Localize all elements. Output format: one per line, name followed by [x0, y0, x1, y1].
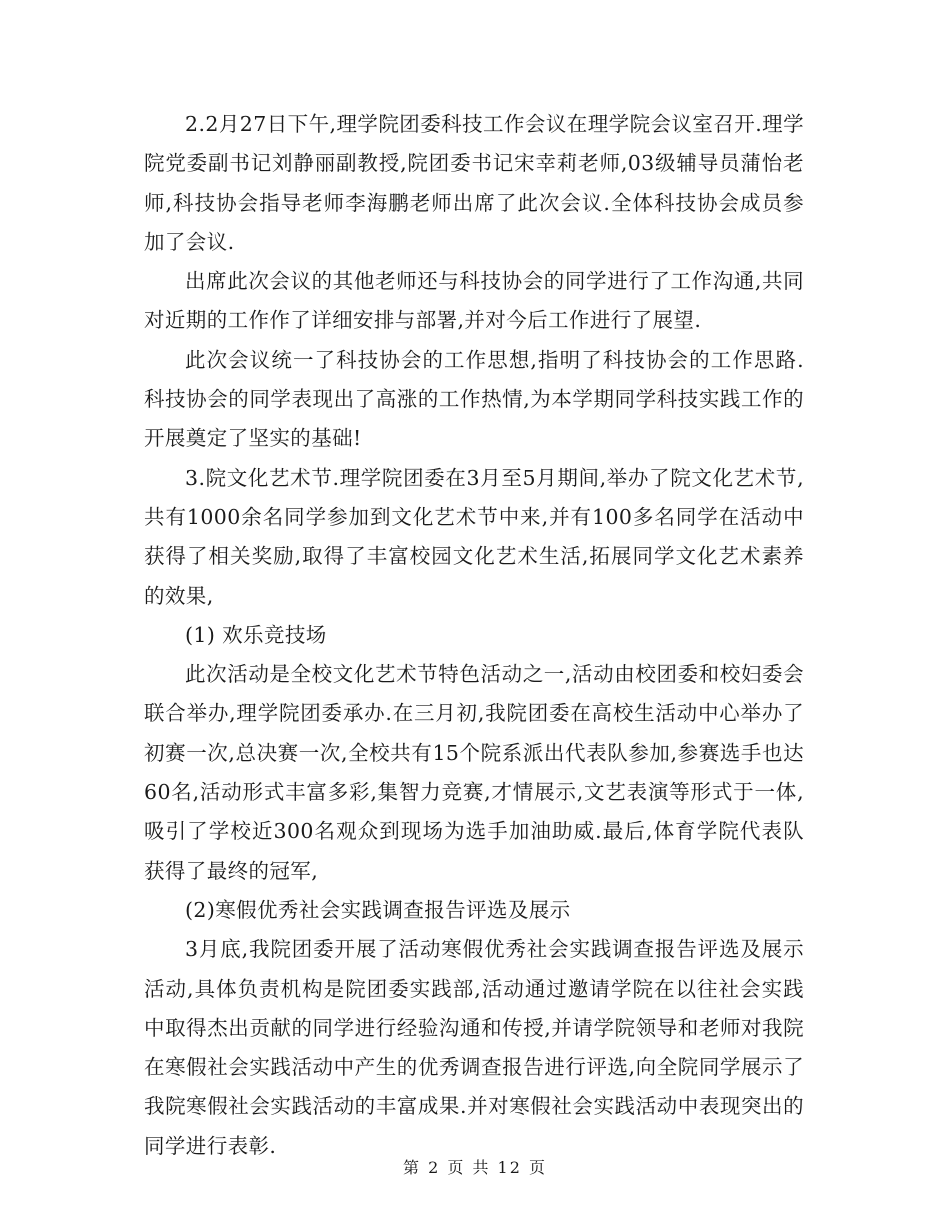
paragraph-winter-practice-details: 3月底,我院团委开展了活动寒假优秀社会实践调查报告评选及展示活动,具体负责机构是院团委实践部,活动通过邀请学院在以往社会实践中取得杰出贡献的同学进行经验沟通和传授,并请学院领导和老师对我院在寒假社会实践活动中产生的优秀调查报告进行评选,向全院同学展示了我院寒假社会实践活动的丰富成果.并对寒假社会实践活动中表现突出的同学进行表彰. — [144, 937, 804, 1158]
page-number-footer: 第 2 页 共 12 页 — [403, 1158, 547, 1177]
paragraph-teacher-communication: 出席此次会议的其他老师还与科技协会的同学进行了工作沟通,共同对近期的工作作了详细安排与部署,并对今后工作进行了展望. — [144, 269, 804, 333]
subheading-arena: (1) 欢乐竞技场 — [185, 622, 327, 647]
paragraph-meeting-outcome: 此次会议统一了科技协会的工作思想,指明了科技协会的工作思路.科技协会的同学表现出了高涨的工作热情,为本学期同学科技实践工作的开展奠定了坚实的基础! — [144, 347, 804, 451]
subheading-winter-practice: (2)寒假优秀社会实践调查报告评选及展示 — [185, 897, 571, 922]
paragraph-science-meeting: 2.2月27日下午,理学院团委科技工作会议在理学院会议室召开.理学院党委副书记刘静丽副教授,院团委书记宋幸莉老师,03级辅导员蒲怡老师,科技协会指导老师李海鹏老师出席了此次会议.全体科技协会成员参加了会议. — [144, 112, 804, 254]
paragraph-arena-details: 此次活动是全校文化艺术节特色活动之一,活动由校团委和校妇委会联合举办,理学院团委承办.在三月初,我院团委在高校生活动中心举办了初赛一次,总决赛一次,全校共有15个院系派出代表队参加,参赛选手也达60名,活动形式丰富多彩,集智力竞赛,才情展示,文艺表演等形式于一体,吸引了学校近300名观众到现场为选手加油助威.最后,体育学院代表队获得了最终的冠军, — [144, 662, 804, 883]
page-body — [144, 105, 804, 1166]
paragraph-culture-festival: 3.院文化艺术节.理学院团委在3月至5月期间,举办了院文化艺术节,共有1000余名同学参加到文化艺术节中来,并有100多名同学在活动中获得了相关奖励,取得了丰富校园文化艺术生活,拓展同学文化艺术素养的效果, — [144, 465, 804, 608]
